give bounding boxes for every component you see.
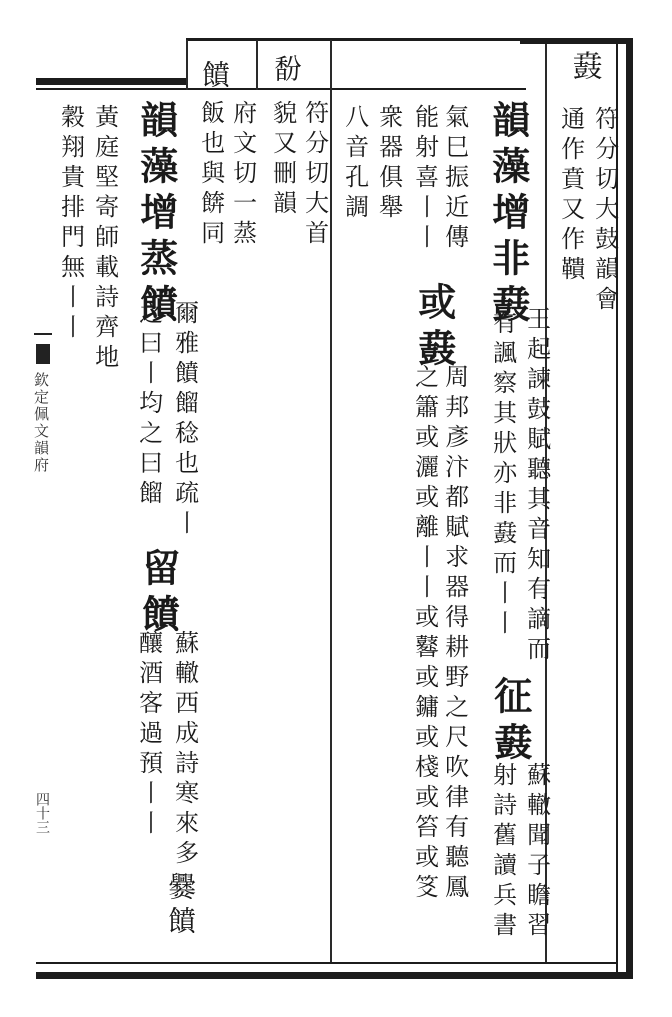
text-column: 八音孔調 [340, 104, 369, 224]
text-column: 氣巳振近傳 [440, 104, 469, 254]
text-column: 蘇轍西成詩寒來多 [170, 630, 199, 870]
frame-bottom-rule [36, 972, 633, 979]
text-column: 周邦彥汴都賦求器得耕野之尺吹律有聽鳳 [440, 364, 469, 904]
text-column: 王起諫鼓賦聽其音知有謫而 [522, 306, 551, 666]
text-column: 貌又刪韻 [268, 100, 297, 220]
column-divider [330, 40, 332, 962]
text-column: 通作賁又作鞼 [556, 106, 585, 286]
entry-heading: 韻藻增非鼖 [485, 100, 531, 330]
text-column: 能射喜丨丨 [410, 104, 439, 254]
text-column: 之簫或灑或離丨丨或鼛或鏞或棧或笞或笅 [410, 364, 439, 904]
text-column: 衆器俱舉 [374, 104, 403, 224]
entry-heading: 或鼖 [411, 282, 457, 374]
text-column: 爾雅饙餾稔也疏丨 [170, 300, 199, 540]
header-divider [256, 40, 258, 90]
fold-block-mark [36, 344, 50, 364]
text-column: 府文切一蒸 [228, 100, 257, 250]
frame-top-mid-thin-rule [186, 88, 526, 90]
frame-top-left-rule [36, 78, 186, 85]
headword-right: 鼖 [566, 50, 602, 86]
headword-fen2: 饙 [198, 60, 232, 88]
text-column: 有諷察其狀亦非鼖而丨丨 [488, 310, 517, 640]
entry-heading: 留饙 [135, 548, 181, 640]
header-divider [186, 40, 188, 90]
headword-fen: 馚 [270, 54, 304, 82]
fold-page-number: 四十三 [34, 792, 50, 834]
text-column: 蘇轍聞子瞻習 [522, 762, 551, 942]
text-column: 射詩舊讀兵書 [488, 762, 517, 942]
entry-heading: 征鼖 [487, 676, 533, 768]
text-column-end: 爨饙 [164, 872, 198, 940]
fold-title: 欽定佩文韻府 [32, 372, 50, 474]
entry-heading: 韻藻增蒸饙 [133, 100, 179, 330]
text-column: 之曰丨均之曰餾 [134, 300, 163, 510]
text-column: 黃庭堅寄師載詩齊地 [90, 104, 119, 374]
text-column: 穀翔貴排門無丨丨 [56, 104, 85, 344]
frame-right-rule [626, 38, 633, 974]
text-column: 飯也與餴同 [196, 100, 225, 250]
frame-top-left-thin-rule [36, 88, 186, 90]
text-column: 釀酒客過預丨丨 [134, 630, 163, 840]
frame-top-mid-rule [186, 38, 520, 41]
fold-line [34, 333, 52, 335]
text-column: 符分切大首 [300, 100, 329, 250]
frame-bottom-thin-rule [36, 962, 618, 964]
text-column: 符分切大鼓韻會 [590, 106, 619, 316]
